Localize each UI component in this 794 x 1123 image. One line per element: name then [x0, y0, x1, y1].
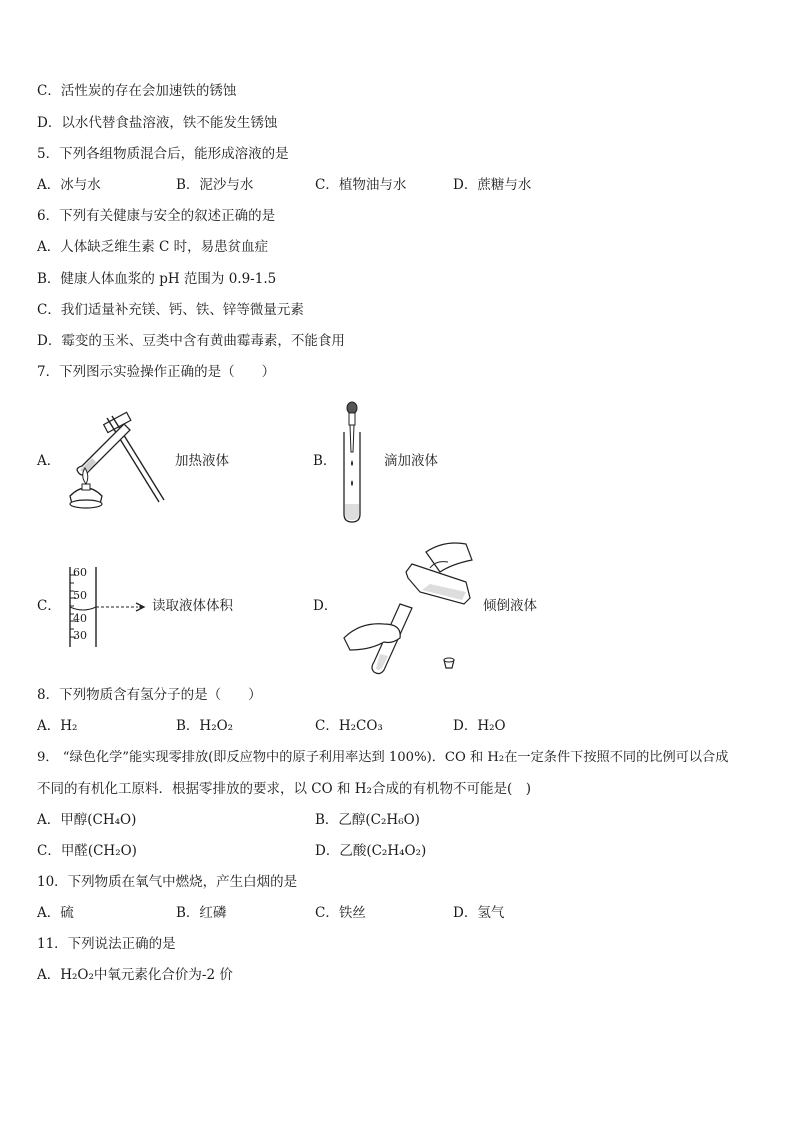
- q6-option-a: A．人体缺乏维生素 C 时，易患贫血症: [37, 239, 269, 255]
- q8-option-a: A．H₂: [37, 718, 78, 734]
- q7-a-letter: A．: [37, 453, 61, 469]
- q9-option-a: A．甲醇(CH₄O): [37, 812, 137, 828]
- tick-40: 40: [73, 612, 87, 625]
- q5-option-c: C．植物油与水: [315, 177, 407, 193]
- q5-option-a: A．冰与水: [37, 177, 101, 193]
- q9-option-c: C．甲醛(CH₂O): [37, 843, 137, 859]
- dropping-liquid-figure: [338, 400, 368, 528]
- q7-b-letter: B．: [313, 453, 337, 469]
- q9-stem-line-2: 不同的有机化工原料．根据零排放的要求，以 CO 和 H₂合成的有机物不可能是( ): [37, 781, 531, 797]
- tick-30: 30: [73, 629, 87, 642]
- q7-b-label: 滴加液体: [384, 453, 438, 469]
- q10-option-a: A．硫: [37, 905, 74, 921]
- q9-stem-line-1: 9． “绿色化学”能实现零排放(即反应物中的原子利用率达到 100%)．CO 和 H₂在一定条件下按照不同的比例可以合成: [37, 750, 729, 765]
- q6-option-c: C．我们适量补充镁、钙、铁、锌等微量元素: [37, 302, 304, 318]
- q10-stem: 10．下列物质在氧气中燃烧，产生白烟的是: [37, 874, 298, 890]
- q11-option-a: A．H₂O₂中氧元素化合价为-2 价: [37, 967, 233, 983]
- heating-liquid-figure: [60, 404, 170, 514]
- q7-a-label: 加热液体: [175, 453, 229, 469]
- q4-option-d: D．以水代替食盐溶液，铁不能发生锈蚀: [37, 115, 278, 131]
- q4-option-c: C．活性炭的存在会加速铁的锈蚀: [37, 83, 237, 99]
- q5-option-d: D．蔗糖与水: [453, 177, 532, 193]
- q7-c-letter: C．: [37, 598, 61, 614]
- q9-option-d: D．乙酸(C₂H₄O₂): [315, 843, 427, 859]
- q5-option-b: B．泥沙与水: [176, 177, 254, 193]
- q8-stem: 8．下列物质含有氢分子的是（ ）: [37, 687, 262, 703]
- q8-option-d: D．H₂O: [453, 718, 506, 734]
- q7-d-label: 倾倒液体: [483, 598, 537, 614]
- q7-c-label: 读取液体体积: [152, 598, 233, 614]
- q8-option-b: B．H₂O₂: [176, 718, 234, 734]
- pouring-liquid-figure: [340, 538, 480, 678]
- q7-d-letter: D．: [313, 598, 338, 614]
- q10-option-b: B．红磷: [176, 905, 227, 921]
- q8-option-c: C．H₂CO₃: [315, 718, 383, 734]
- q5-stem: 5．下列各组物质混合后，能形成溶液的是: [37, 146, 289, 162]
- tick-50: 50: [73, 589, 87, 602]
- q10-option-c: C．铁丝: [315, 905, 366, 921]
- q9-option-b: B．乙醇(C₂H₆O): [315, 812, 420, 828]
- q6-option-d: D．霉变的玉米、豆类中含有黄曲霉毒素，不能食用: [37, 333, 345, 349]
- tick-60: 60: [73, 566, 87, 579]
- q7-stem: 7．下列图示实验操作正确的是（ ）: [37, 364, 276, 380]
- q6-option-b: B．健康人体血浆的 pH 范围为 0.9-1.5: [37, 271, 277, 287]
- q6-stem: 6．下列有关健康与安全的叙述正确的是: [37, 208, 276, 224]
- q11-stem: 11．下列说法正确的是: [37, 936, 176, 952]
- q10-option-d: D．氢气: [453, 905, 505, 921]
